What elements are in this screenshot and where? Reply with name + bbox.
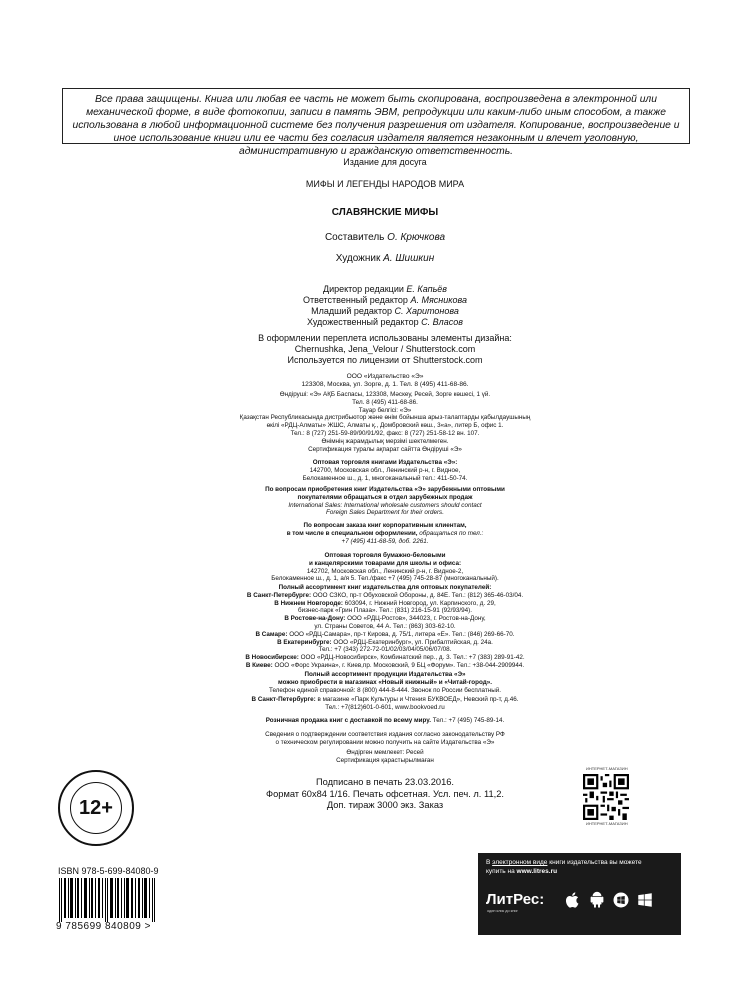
stationery-block: Оптовая торговля бумажно-беловыми и канцелярскими товарами для школы и офиса: 142702, Московская обл., Ленинский р-н, г. Видное-2, Белокаменное ш., д. 1, а/я 5. Тел./факс +7 (495) 745-28-87 (многоканальный).	[271, 552, 499, 583]
buyer-line: В Екатеринбурге: ООО «РДЦ-Екатеринбург», ул. Прибалтийская, д. 24а.	[277, 638, 493, 646]
retail-block: Полный ассортимент продукции Издательства «Э» можно приобрести в магазинах «Новый книжный» и «Читай-город». Телефон единой справочной: 8 (800) 444-8-444. Звонок по России бесплатный.	[268, 671, 502, 694]
delivery-block: Розничная продажа книг с доставкой по всему миру. Тел.: +7 (495) 745-89-14.	[265, 717, 505, 724]
artist-credit: Художник А. Шишкин	[335, 253, 435, 264]
conformity-block: Сведения о подтверждении соответствия издания согласно законодательству РФ о техническом регулировании можно получить на сайте Издательства «Э»	[265, 731, 505, 746]
barcode	[58, 878, 156, 922]
barcode-number: 9 785699 840809 >	[56, 921, 151, 932]
editor-line: Младший редактор С. Харитонова	[311, 306, 459, 316]
editors-block	[180, 284, 590, 328]
imprint-header	[180, 157, 590, 264]
editor-line: Художественный редактор С. Власов	[307, 317, 463, 327]
age-rating-badge: 12+	[58, 770, 134, 846]
wholesale-block: Оптовая торговля книгами Издательства «Э»: 142700, Московская обл., Ленинский р-н, г. Видное, Белокаменное ш., д. 1, многоканальный тел.: 411-50-74.	[302, 459, 468, 482]
litres-logo: ЛитРес:	[486, 891, 545, 908]
buyer-line: ул. Страны Советов, 44 А. Тел.: (863) 303-62-10.	[314, 622, 456, 630]
foreign-sales-block: По вопросам приобретения книг Издательства «Э» зарубежными оптовыми покупателями обращаться в отдел зарубежных продаж International Sales: International wholesale customers should contact Foreign Sales Department for their orders.	[265, 486, 505, 517]
editor-line: Ответственный редактор А. Мясникова	[303, 295, 467, 305]
windows-icon	[636, 891, 654, 909]
windows-phone-icon	[612, 891, 630, 909]
android-icon	[588, 891, 606, 909]
litres-banner	[478, 853, 681, 935]
buyer-line: В Киеве: ООО «Форс Украина», г. Киев,пр. Московский, 9 БЦ «Форум». Тел.: +38-044-2909944.	[245, 661, 525, 669]
buyers-block: Полный ассортимент книг издательства для оптовых покупателей: В Санкт-Петербурге: ООО СЗКО, пр-т Обуховской Обороны, д. 84Е. Тел.: (812) 365-46-03/04. В Нижнем Новгороде: 603094, г. Нижний Новгород, ул. Карпинского, д. 29, бизнес-парк «Грин Плаза». Тел.: (831) 216-15-91 (92/93/94). В Ростове-на-Дону: ООО «РДЦ-Ростов», 344023, г. Ростов-на-Дону, ул. Страны Советов, 44 А. Тел.: (863) 303-62-10. В Самаре: ООО «РДЦ-Самара», пр-т Кирова, д. 75/1, литера «Е». Тел.: (846) 269-66-70. В Екатеринбурге: ООО «РДЦ-Екатеринбург», ул. Прибалтийская, д. 24а. Тел.: +7 (343) 272-72-01/02/03/04/05/06/07/08. В Новосибирске: ООО «РДЦ-Новосибирск», Комбинатский пер., д. 3. Тел.: +7 (383) 289-91-42. В Киеве: ООО «Форс Украина», г. Киев,пр. Московский, 9 БЦ «Форум». Тел.: +38-044-2909944.	[180, 584, 590, 670]
spb-store-block: В Санкт-Петербурге: в магазине «Парк Культуры и Чтения БУКВОЕД», Невский пр-т, д.46. Тел.: +7(812)601-0-601, www.bookvoed.ru	[251, 696, 519, 711]
apple-icon	[564, 891, 582, 909]
platform-icons	[564, 891, 654, 909]
isbn-number: ISBN 978-5-699-84080-9	[58, 866, 159, 876]
buyer-line: В Ростове-на-Дону: ООО «РДЦ-Ростов», 344023, г. Ростов-на-Дону,	[284, 615, 486, 623]
series-name: МИФЫ И ЛЕГЕНДЫ НАРОДОВ МИРА	[305, 179, 465, 189]
corporate-block: По вопросам заказа книг корпоративным клиентам, в том числе в специальном оформлении, обращаться по тел.: +7 (495) 411-68-59, доб. 2261.	[286, 522, 484, 545]
compiler-credit: Составитель О. Крючкова	[324, 232, 446, 243]
litres-slogan: один клик до книг	[487, 909, 518, 913]
publisher-block: ООО «Издательство «Э» 123308, Москва, ул. Зорге, д. 1. Тел. 8 (495) 411-68-86.	[301, 373, 469, 388]
buyer-line: В Санкт-Петербурге: ООО СЗКО, пр-т Обуховской Обороны, д. 84Е. Тел.: (812) 365-46-03/04.	[246, 591, 524, 599]
book-title: СЛАВЯНСКИЕ МИФЫ	[331, 207, 439, 218]
buyer-line: В Нижнем Новгороде: 603094, г. Нижний Новгород, ул. Карпинского, д. 29,	[274, 599, 496, 607]
qr-label-bottom: ИНТЕРНЕТ-МАГАЗИН	[586, 821, 628, 826]
editor-line: Директор редакции Е. Капьёв	[322, 284, 448, 294]
buyer-line: Тел.: +7 (343) 272-72-01/02/03/04/05/06/07/08.	[318, 646, 452, 654]
qr-block	[578, 766, 634, 826]
buyer-line: бизнес-парк «Грин Плаза». Тел.: (831) 216-15-91 (92/93/94).	[297, 607, 473, 615]
kz-info-block: Өндіруші: «Э» АҚБ Баспасы, 123308, Мәскеу, Ресей, Зорге көшесі, 1 үй. Тел. 8 (495) 411-68-86. Тауар белгісі: «Э» Қазақстан Республикасында дистрибьютор және өнім бойынша арыз-талаптарды қабылдаушының өкілі «РДЦ-Алматы» ЖШС, Алматы қ., Домбровский көш., 3«а», литер Б, офис 1. Тел.: 8 (727) 251-59-89/90/91/92, факс: 8 (727) 251-58-12 вн. 107. Өнімнің жарамдылық мерзімі шектелмеген. Сертификация туралы ақпарат сайтта Өндіруші «Э»	[239, 391, 531, 453]
print-details: Подписано в печать 23.03.2016. Формат 60x84 1/16. Печать офсетная. Усл. печ. л. 11,2. Доп. тираж 3000 экз. Заказ	[266, 777, 504, 810]
litres-text: В электронном виде книги издательства вы можете купить на www.litres.ru	[486, 859, 642, 875]
kz-footer-block: Өндірген мемлекет: Ресей Сертификация қарастырылмаған	[336, 749, 434, 764]
qr-code	[583, 774, 629, 820]
design-credits: В оформлении переплета использованы элементы дизайна: Chernushka, Jena_Velour / Shutterstock.com Используется по лицензии от Shutterstock.com	[258, 333, 512, 365]
edition-type: Издание для досуга	[343, 157, 427, 167]
buyer-line: В Самаре: ООО «РДЦ-Самара», пр-т Кирова, д. 75/1, литера «Е». Тел.: (846) 269-66-70.	[255, 630, 515, 638]
rights-notice: Все права защищены. Книга или любая ее часть не может быть скопирована, воспроизведена в электронной или механической форме, в виде фотокопии, записи в память ЭВМ, репродукции или каким-либо иным способом, а также использована в любой информационной системе без получения разрешения от издателя. Копирование, воспроизведение и иное использование книги или ее части без согласия издателя является незаконным и влечет уголовную, административную и гражданскую ответственность.	[62, 88, 690, 144]
qr-label-top: ИНТЕРНЕТ-МАГАЗИН	[586, 766, 628, 771]
buyer-line: В Новосибирске: ООО «РДЦ-Новосибирск», Комбинатский пер., д. 3. Тел.: +7 (383) 289-91-42.	[245, 654, 525, 662]
